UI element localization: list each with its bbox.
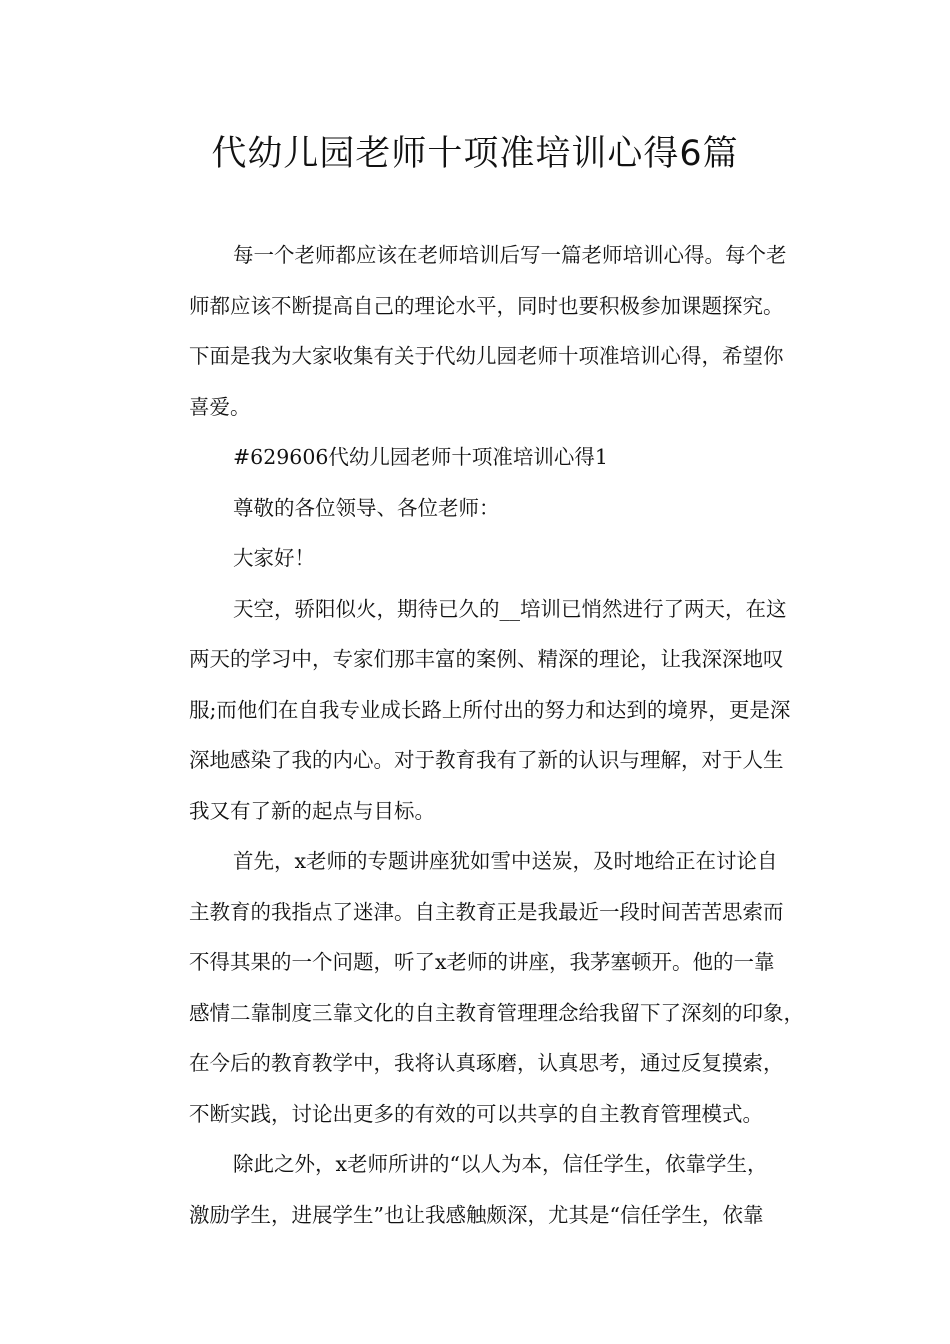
paragraph-body-2	[145, 836, 811, 1139]
text-line: 两天的学习中，专家们那丰富的案例、精深的理论，让我深深地叹	[189, 647, 784, 671]
text-line: 我又有了新的起点与目标。	[189, 798, 435, 823]
paragraph-body-1	[145, 584, 811, 837]
paragraph-section-heading	[145, 432, 811, 483]
text-line: 尊敬的各位领导、各位老师：	[233, 495, 500, 520]
text-line: 每一个老师都应该在老师培训后写一篇老师培训心得。每个老	[233, 243, 787, 267]
paragraph-intro	[145, 230, 811, 432]
document-body	[145, 230, 811, 1240]
text-line: 除此之外，x老师所讲的“以人为本，信任学生，依靠学生，	[233, 1152, 768, 1176]
text-line: 天空，骄阳似火，期待已久的__培训已悄然进行了两天，在这	[233, 596, 787, 621]
text-line: 首先，x老师的专题讲座犹如雪中送炭，及时地给正在讨论自	[233, 849, 778, 873]
paragraph-salutation	[145, 483, 811, 534]
text-line: 师都应该不断提高自己的理论水平，同时也要积极参加课题探究。	[189, 293, 784, 318]
text-line: 主教育的我指点了迷津。自主教育正是我最近一段时间苦苦思索而	[189, 899, 784, 924]
text-line: 激励学生，进展学生”也让我感触颇深，尤其是“信任学生，依靠	[189, 1202, 764, 1227]
text-line: 深地感染了我的内心。对于教育我有了新的认识与理解，对于人生	[189, 748, 784, 772]
paragraph-body-3	[145, 1139, 811, 1240]
text-line: 感情二靠制度三靠文化的自主教育管理理念给我留下了深刻的印象，	[189, 1000, 804, 1025]
paragraph-greeting	[145, 533, 811, 584]
text-line: 服;而他们在自我专业成长路上所付出的努力和达到的境界，更是深	[189, 697, 791, 722]
text-line: #629606代幼儿园老师十项准培训心得1	[233, 445, 608, 469]
text-line: 大家好！	[233, 546, 315, 570]
text-line: 在今后的教育教学中，我将认真琢磨，认真思考，通过反复摸索，	[189, 1051, 784, 1075]
document-title: 代幼儿园老师十项准培训心得6篇	[211, 134, 739, 174]
text-line: 喜爱。	[189, 394, 251, 419]
text-line: 下面是我为大家收集有关于代幼儿园老师十项准培训心得，希望你	[189, 344, 784, 368]
text-line: 不断实践，讨论出更多的有效的可以共享的自主教育管理模式。	[189, 1101, 763, 1126]
text-line: 不得其果的一个问题，听了x老师的讲座，我茅塞顿开。他的一靠	[189, 950, 775, 974]
